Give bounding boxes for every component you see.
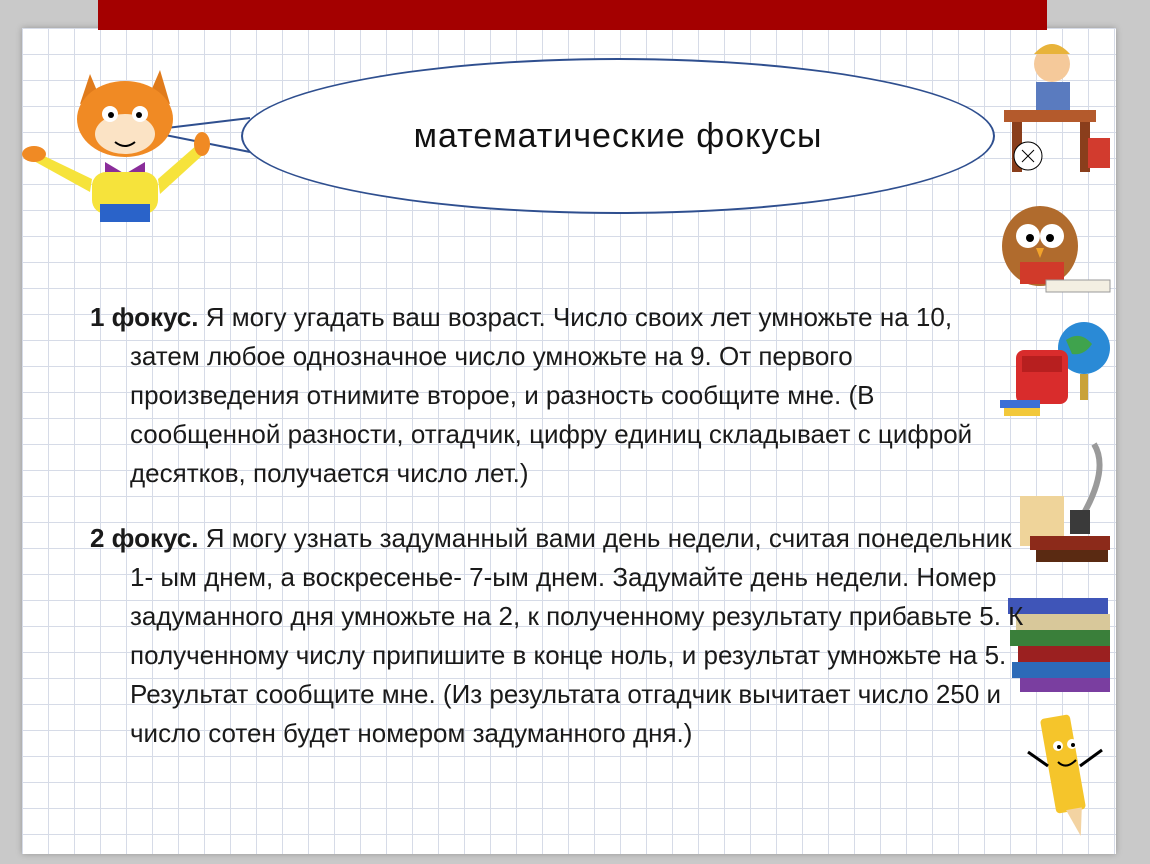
trick-1-label: 1 фокус. (90, 302, 199, 332)
tricks-content (90, 272, 1025, 753)
trick-2-paragraph (90, 519, 1025, 753)
pencil-character-icon (1018, 706, 1114, 846)
cat-character-icon (20, 64, 210, 222)
top-red-bar (98, 0, 1047, 30)
trick-2-text: Я могу узнать задуманный вами день недели, считая понедельник 1- ым днем, а воскресенье- 7-ым днем. Задумайте день недели. Номер задуманного дня умножьте на 2, к полученному результату прибавьте 5. К полученному числу припишите в конце ноль, и результат умножьте на 5. Результат сообщите мне. (Из результата отгадчик вычитает число 250 и число сотен будет номером задуманного дня.) (130, 523, 1024, 748)
quill-and-books-icon (1010, 440, 1116, 570)
trick-2-label: 2 фокус. (90, 523, 199, 553)
title-speech-bubble (241, 58, 995, 214)
page-title: математические фокусы (413, 116, 823, 155)
schoolboy-at-desk-icon (998, 34, 1114, 184)
trick-1-paragraph (90, 298, 1025, 493)
trick-1-text: Я могу угадать ваш возраст. Число своих лет умножьте на 10, затем любое однозначное число умножьте на 9. От первого произведения отнимите второе, и разность сообщите мне. (В сообщенной разности, отгадчик, цифру единиц складывает с цифрой десятков, получается число лет.) (130, 302, 973, 488)
